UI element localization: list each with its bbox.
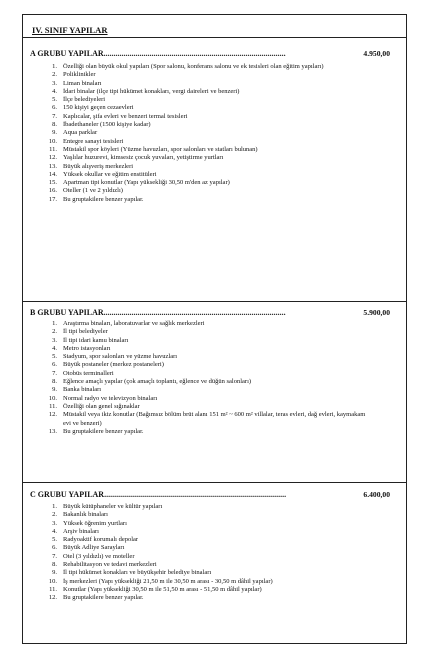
list-item	[23, 80, 406, 88]
item-number: 10.	[48, 137, 57, 145]
list-item	[23, 511, 406, 519]
section-price: 5.900,00	[363, 308, 390, 317]
item-text: Konutlar (Yapı yüksekliği 30,50 m ile 51,50 m arası - 51,50 m dâhil yapılar)	[63, 585, 262, 593]
item-text: Metro istasyonları	[63, 344, 111, 352]
list-item	[23, 411, 406, 428]
item-number: 4.	[52, 344, 57, 352]
section-price: 6.400,00	[363, 490, 390, 499]
item-text: Büyük postaneler (merkez postaneleri)	[63, 361, 164, 369]
list-item	[23, 520, 406, 528]
section-b-group	[23, 302, 406, 483]
list-item	[23, 561, 406, 569]
item-number: 10.	[48, 394, 57, 402]
item-text: Stadyum, spor salonları ve yüzme havuzları	[63, 353, 178, 361]
item-number: 13.	[48, 162, 57, 170]
item-text: Özelliği olan genel sığınaklar	[63, 402, 140, 410]
item-text: Normal radyo ve televizyon binaları	[63, 394, 158, 402]
item-text: Poliklinikler	[63, 71, 96, 79]
list-item	[23, 138, 406, 146]
item-text: İbadethaneler (1500 kişiye kadar)	[63, 121, 151, 129]
item-number: 1.	[52, 503, 57, 510]
list-item	[23, 403, 406, 411]
section-price: 4.950,00	[363, 49, 390, 58]
list-item	[23, 578, 406, 586]
list-item	[23, 503, 406, 511]
item-text: Eğlence amaçlı yapılar (çok amaçlı toplantı, eğlence ve düğün salonları)	[63, 378, 252, 386]
list-item	[23, 594, 406, 602]
item-text: 150 kişiyi geçen cezaevleri	[63, 104, 134, 112]
item-number: 6.	[52, 361, 57, 369]
item-number: 2.	[52, 328, 57, 336]
item-text: Büyük Adliye Sarayları	[63, 544, 125, 552]
list-item	[23, 113, 406, 121]
list-item	[23, 569, 406, 577]
list-item	[23, 353, 406, 361]
item-text: Müstakil veya ikiz konutlar (Bağımsız bölüm brüt alanı 151 m² ~ 600 m² villalar, teras evleri, dağ evleri, kaymakam evi ve benzeri)	[63, 411, 366, 427]
item-number: 8.	[52, 561, 57, 569]
list-item	[23, 395, 406, 403]
item-text: İl tipi idari kamu binaları	[63, 336, 129, 344]
item-text: Apartman tipi konutlar (Yapı yüksekliği 30,50 m'den az yapılar)	[63, 179, 230, 187]
item-text: Radyoaktif korumalı depolar	[63, 536, 139, 544]
item-number: 15.	[48, 179, 57, 187]
item-number: 8.	[52, 121, 57, 129]
item-number: 5.	[52, 353, 57, 361]
item-number: 1.	[52, 320, 57, 327]
item-text: İl tipi hükümet konakları ve büyükşehir belediye binaları	[63, 569, 212, 577]
item-number: 5.	[52, 536, 57, 544]
table-frame	[22, 14, 407, 644]
item-number: 3.	[52, 79, 57, 87]
item-text: Araştırma binaları, laboratuvarlar ve sağlık merkezleri	[63, 320, 205, 327]
item-number: 3.	[52, 519, 57, 527]
list-item	[23, 121, 406, 129]
list-item	[23, 528, 406, 536]
item-text: Entegre sanayi tesisleri	[63, 137, 124, 145]
item-text: Rehabilitasyon ve tedavi merkezleri	[63, 561, 157, 569]
item-text: Otobüs terminalleri	[63, 369, 114, 377]
item-list	[23, 320, 406, 436]
item-number: 11.	[49, 585, 57, 593]
item-number: 2.	[52, 511, 57, 519]
item-text: Bu gruptakilere benzer yapılar.	[63, 594, 144, 602]
list-item	[23, 536, 406, 544]
list-item	[23, 553, 406, 561]
item-number: 6.	[52, 544, 57, 552]
list-item	[23, 370, 406, 378]
item-text: Bakanlık binaları	[63, 511, 108, 519]
list-item	[23, 586, 406, 594]
item-number: 9.	[52, 129, 57, 137]
item-text: Bu gruptakilere benzer yapılar.	[63, 427, 144, 435]
item-number: 7.	[52, 112, 57, 120]
list-item	[23, 337, 406, 345]
list-item	[23, 129, 406, 137]
section-title: C GRUBU YAPILAR...........................................................................................	[30, 490, 287, 499]
item-text: Otel (3 yıldızlı) ve moteller	[63, 552, 135, 560]
list-item	[23, 104, 406, 112]
list-item	[23, 179, 406, 187]
item-number: 2.	[52, 71, 57, 79]
item-text: Büyük kütüphaneler ve kültür yapıları	[63, 503, 163, 510]
item-text: Aqua parklar	[63, 129, 98, 137]
item-number: 1.	[52, 63, 57, 70]
item-text: Oteller (1 ve 2 yıldızlı)	[63, 187, 123, 195]
item-number: 14.	[48, 170, 57, 178]
item-number: 7.	[52, 369, 57, 377]
list-item	[23, 171, 406, 179]
item-text: Kaplıcalar, şifa evleri ve benzeri termal tesisleri	[63, 112, 188, 120]
list-item	[23, 196, 406, 204]
item-number: 11.	[49, 145, 57, 153]
item-text: Özelliği olan büyük okul yapıları (Spor salonu, konferans salonu ve ek tesisleri olan eğitim yapıları)	[63, 63, 324, 70]
item-number: 3.	[52, 336, 57, 344]
item-number: 6.	[52, 104, 57, 112]
list-item	[23, 88, 406, 96]
item-number: 9.	[52, 569, 57, 577]
list-item	[23, 146, 406, 154]
item-list	[23, 503, 406, 603]
item-text: Yüksek öğrenim yurtları	[63, 519, 127, 527]
list-item	[23, 544, 406, 552]
item-text: Arşiv binaları	[63, 527, 99, 535]
item-number: 9.	[52, 386, 57, 394]
list-item	[23, 163, 406, 171]
item-number: 16.	[48, 187, 57, 195]
list-item	[23, 96, 406, 104]
item-number: 12.	[48, 411, 57, 419]
page-title: IV. SINIF YAPILAR	[23, 15, 406, 38]
item-number: 11.	[49, 402, 57, 410]
section-a-group	[23, 38, 406, 302]
section-c-group	[23, 483, 406, 645]
item-text: Banka binaları	[63, 386, 102, 394]
item-text: İl tipi belediyeler	[63, 328, 108, 336]
item-text: Yaşlılar huzurevi, kimsesiz çocuk yuvaları, yetiştirme yurtları	[63, 154, 224, 162]
item-number: 10.	[48, 577, 57, 585]
item-number: 8.	[52, 378, 57, 386]
item-number: 5.	[52, 96, 57, 104]
list-item	[23, 428, 406, 436]
item-text: Bu gruptakilere benzer yapılar.	[63, 195, 144, 203]
item-number: 4.	[52, 527, 57, 535]
list-item	[23, 154, 406, 162]
item-text: İlçe belediyeleri	[63, 96, 106, 104]
item-number: 17.	[48, 195, 57, 203]
item-text: İş merkezleri (Yapı yüksekliği 21,50 m ile 30,50 m arası - 30,50 m dâhil yapılar)	[63, 577, 273, 585]
list-item	[23, 328, 406, 336]
section-title: B GRUBU YAPILAR...........................................................................................	[30, 308, 286, 317]
list-item	[23, 71, 406, 79]
item-text: İdari binalar (ilçe tipi hükümet konakları, vergi daireleri ve benzeri)	[63, 87, 240, 95]
item-text: Liman binaları	[63, 79, 102, 87]
list-item	[23, 345, 406, 353]
item-text: Büyük alışveriş merkezleri	[63, 162, 134, 170]
list-item	[23, 187, 406, 195]
list-item	[23, 378, 406, 386]
list-item	[23, 386, 406, 394]
list-item	[23, 320, 406, 328]
list-item	[23, 63, 406, 71]
item-number: 7.	[52, 552, 57, 560]
item-number: 12.	[48, 594, 57, 602]
item-text: Müstakil spor köyleri (Yüzme havuzları, spor salonları ve statları bulunan)	[63, 145, 258, 153]
item-number: 4.	[52, 87, 57, 95]
list-item	[23, 361, 406, 369]
item-number: 13.	[48, 427, 57, 435]
item-list	[23, 63, 406, 204]
item-number: 12.	[48, 154, 57, 162]
item-text: Yüksek okullar ve eğitim enstitüleri	[63, 170, 157, 178]
section-title: A GRUBU YAPILAR...........................................................................................	[30, 49, 286, 58]
